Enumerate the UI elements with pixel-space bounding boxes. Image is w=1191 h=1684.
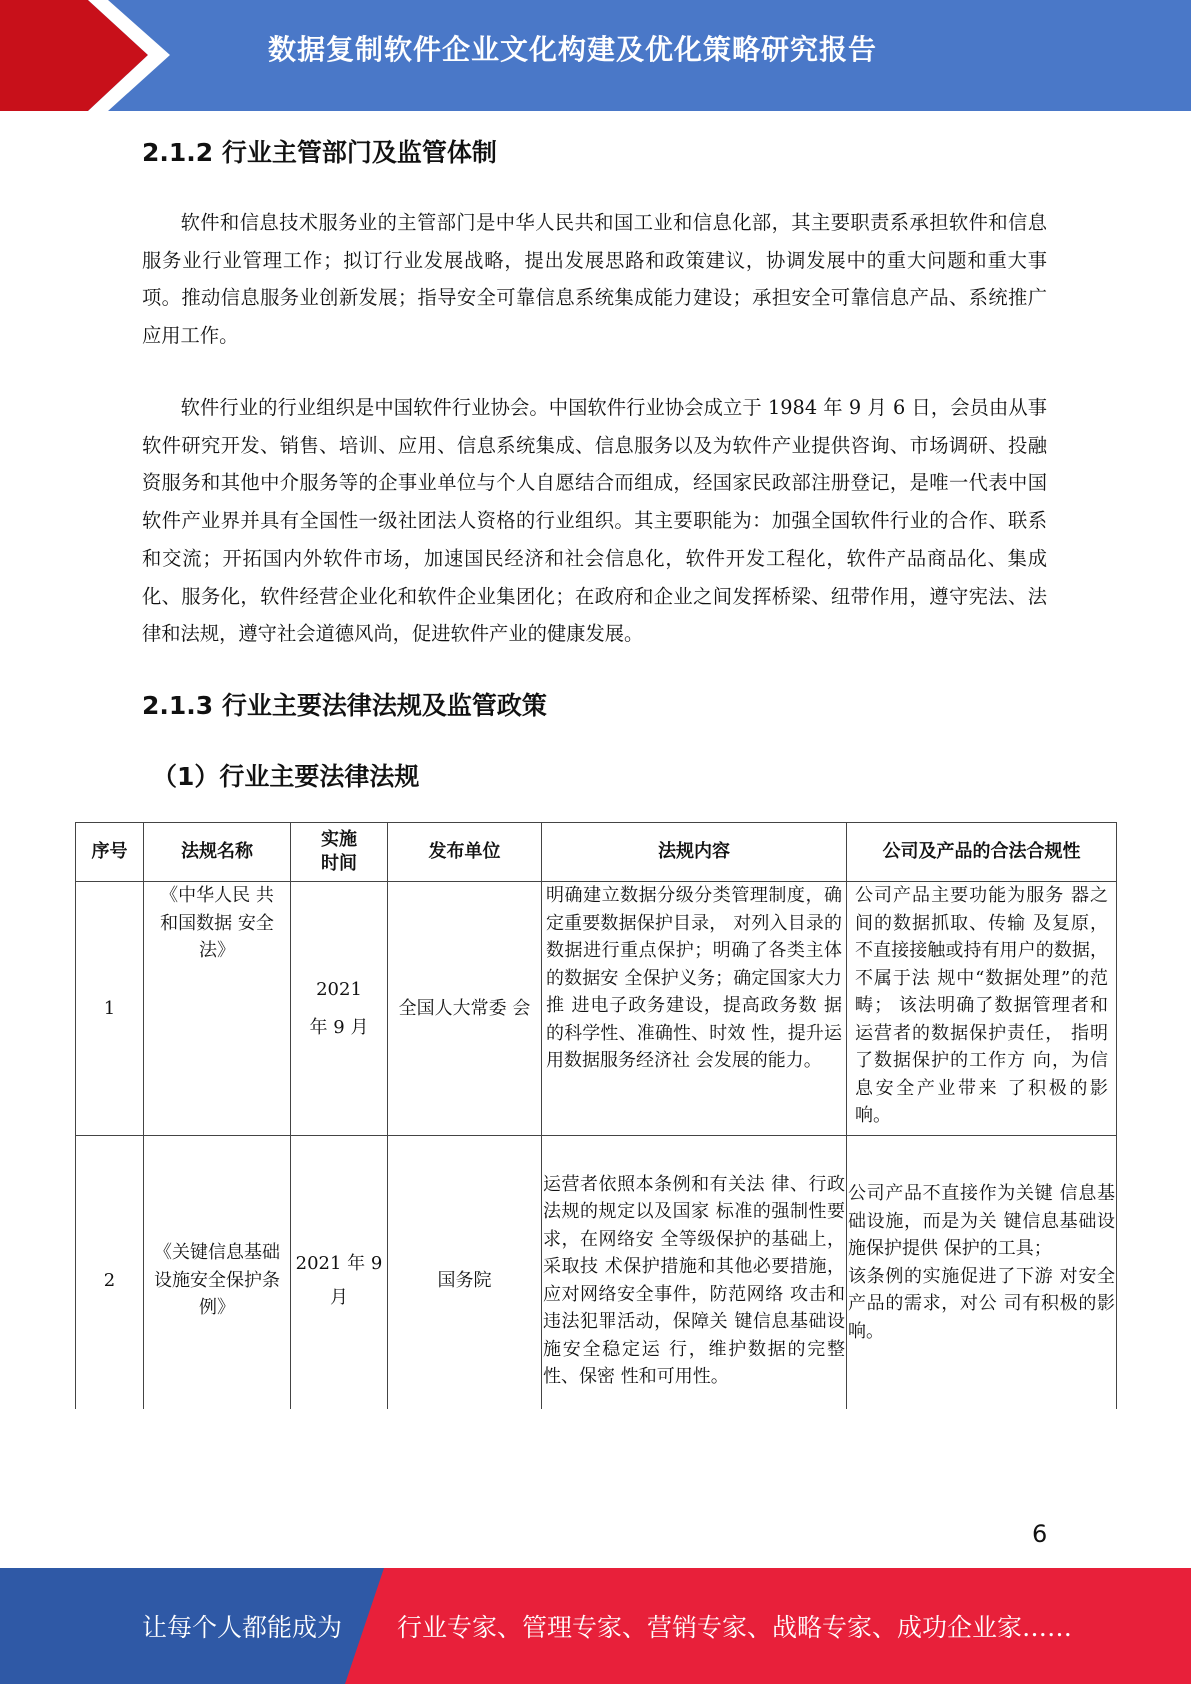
paragraph-industry-association: 软件行业的行业组织是中国软件行业协会。中国软件行业协会成立于 1984 年 9 月 6 日，会员由从事软件研究开发、销售、培训、应用、信息系统集成、信息服务以及为软件产业提供咨询、市场调研、投融资服务和其他中介服务等的企事业单位与个人自愿结合而组成，经国家民政部注册登记，是唯一代表中国软件产业界并具有全国性一级社团法人资格的行业组织。其主要职能为：加强全国软件行业的合作、联系和交流；开拓国内外软件市场，加速国民经济和社会信息化，软件开发工程化，软件产品商品化、集成化、服务化，软件经营企业化和软件企业集团化；在政府和企业之间发挥桥梁、纽带作用，遵守宪法、法律和法规，遵守社会道德风尚，促进软件产业的健康发展。 xyxy=(142,396,1047,646)
header-issuer: 发布单位 xyxy=(388,823,542,882)
row-compliance: 公司产品主要功能为服务 器之间的数据抓取、传输 及复原，不直接接触或持有用户的数据，不属于法 规中“数据处理”的范 畴； 该法明确了数据管理者和 运营者的数据保护责任， 指明了数据保护的工作方 向，为信息安全产业带来 了积极的影响。 xyxy=(847,882,1117,1136)
section-heading-2-1-3: 2.1.3 行业主要法律法规及监管政策 xyxy=(142,691,547,720)
row-issuer: 全国人大常委 会 xyxy=(388,882,542,1136)
table-continuation-mask xyxy=(70,1409,1130,1439)
row-effective-date: 2021 年 9 月 xyxy=(291,882,388,1136)
table-row xyxy=(76,882,1117,1136)
footer-slogan-right: 行业专家、管理专家、营销专家、战略专家、成功企业家…… xyxy=(397,1613,1073,1642)
compliance-line: 公司产品不直接作为关键 信息基础设施，而是为关 键信息基础设施保护提供 保护的工具； xyxy=(848,1183,1115,1259)
laws-table xyxy=(75,822,1117,1426)
header-name: 法规名称 xyxy=(144,823,291,882)
table-row xyxy=(76,1136,1117,1426)
row-content: 运营者依照本条例和有关法 律、行政法规的规定以及国家 标准的强制性要求，在网络安 全等级保护的基础上，采取技 术保护措施和其他必要措施， 应对网络安全事件，防范网络 攻击和违法犯罪活动，保障关 键信息基础设施安全稳定运 行，维护数据的完整性、保密 性和可用性。 xyxy=(542,1136,847,1426)
footer-slogan-left: 让每个人都能成为 xyxy=(142,1613,343,1642)
header-banner xyxy=(0,0,1191,111)
row-law-name: 《中华人民 共和国数据 安全法》 xyxy=(144,882,291,1136)
row-law-name: 《关键信息基础设施安全保护条 例》 xyxy=(144,1136,291,1426)
paragraph-regulator: 软件和信息技术服务业的主管部门是中华人民共和国工业和信息化部，其主要职责系承担软件和信息服务业行业管理工作；拟订行业发展战略，提出发展思路和政策建议，协调发展中的重大问题和重大事项。推动信息服务业创新发展；指导安全可靠信息系统集成能力建设；承担安全可靠信息产品、系统推广应用工作。 xyxy=(142,211,1047,348)
row-no: 2 xyxy=(76,1136,144,1426)
row-effective-date: 2021 年 9 月 xyxy=(291,1136,388,1426)
footer-banner xyxy=(0,1568,1191,1684)
row-issuer: 国务院 xyxy=(388,1136,542,1426)
header-content: 法规内容 xyxy=(542,823,847,882)
section-heading-2-1-2: 2.1.2 行业主管部门及监管体制 xyxy=(142,138,497,167)
row-no: 1 xyxy=(76,882,144,1136)
report-title: 数据复制软件企业文化构建及优化策略研究报告 xyxy=(268,33,878,66)
header-compliance: 公司及产品的合法合规性 xyxy=(847,823,1117,882)
compliance-line: 该条例的实施促进了下游 对安全产品的需求，对公 司有积极的影响。 xyxy=(848,1265,1115,1342)
header-no: 序号 xyxy=(76,823,144,882)
row-content: 明确建立数据分级分类管理制度，确定重要数据保护目录， 对列入目录的数据进行重点保护；明确了各类主体的数据安 全保护义务；确定国家大力推 进电子政务建设，提高政务数 据的科学性、准确性、时效 性，提升运用数据服务经济社 会发展的能力。 xyxy=(542,882,847,1136)
header-date: 实施时间 xyxy=(291,823,388,882)
table-header-row xyxy=(76,823,1117,882)
row-compliance xyxy=(847,1136,1117,1426)
page-number: 6 xyxy=(1032,1520,1048,1548)
subsection-heading-laws: （1）行业主要法律法规 xyxy=(152,762,420,791)
